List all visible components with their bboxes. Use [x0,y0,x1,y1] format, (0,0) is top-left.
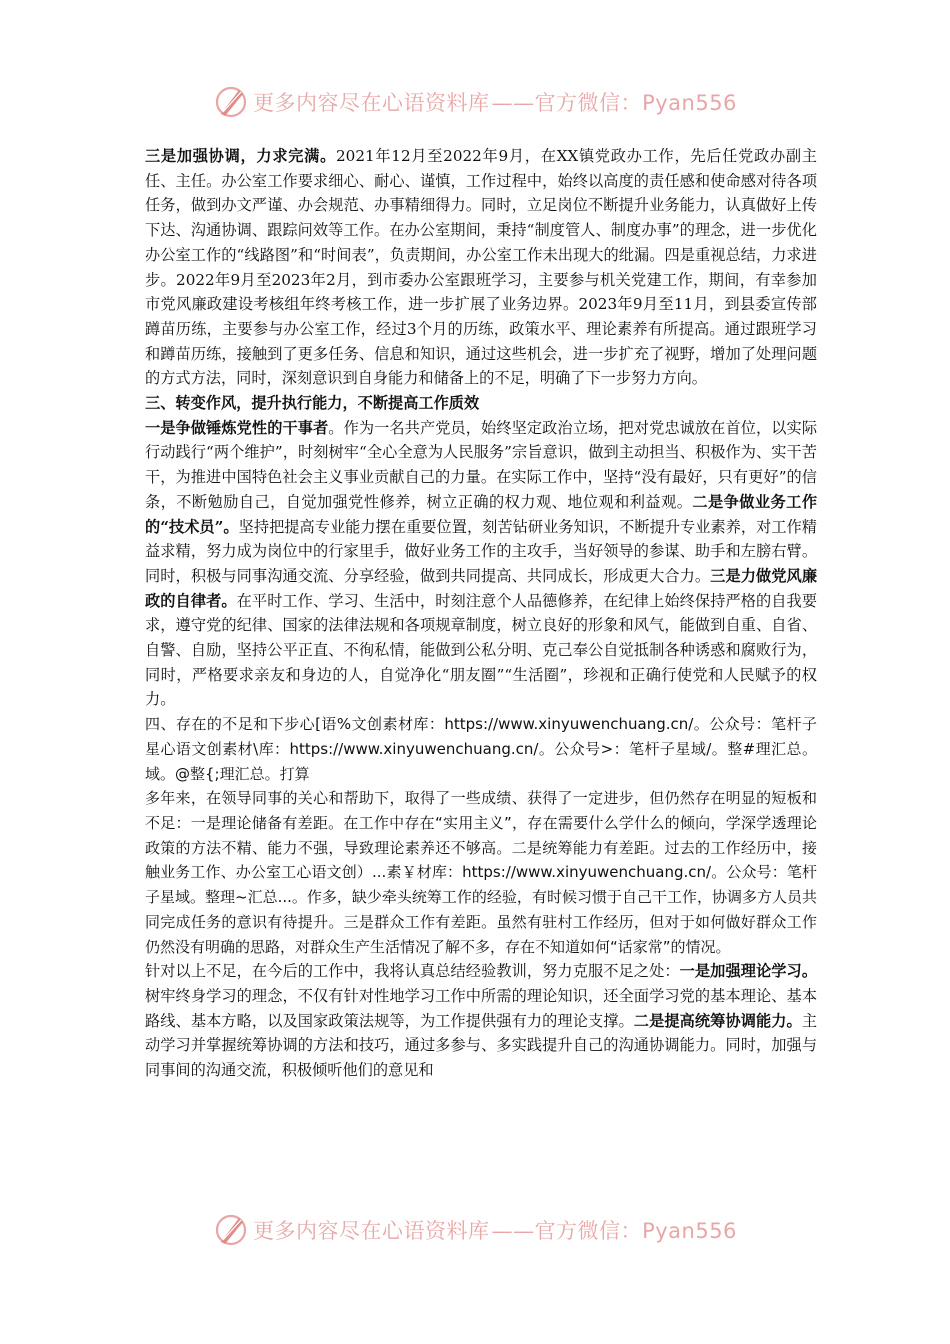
watermark-header [0,82,950,122]
watermark-id: Pyan556 [642,91,737,115]
watermark-text [253,87,737,117]
paragraph-lead-bold: 三是加强协调，力求完满。 [145,147,336,165]
paragraph-improvements [145,959,817,1083]
watermark-separator: —— [491,91,535,115]
paragraph-text: 2021年12月至2022年9月，在XX镇党政办工作，先后任党政办副主任、主任。办公室工作要求细心、耐心、谨慎，工作过程中，始终以高度的责任感和使命感对待各项任务，做到办文严谨、办会规范、办事精细得力。同时，立足岗位不断提升业务能力，认真做好上传下达、沟通协调、跟踪问效等工作。在办公室期间，秉持“制度管人、制度办事”的理念，进一步优化办公室工作的“线路图”和“时间表”，负责期间，办公室工作未出现大的纰漏。四是重视总结，力求进步。2022年9月至2023年2月，到市委办公室跟班学习，主要参与机关党建工作，期间，有幸参加市党风廉政建设考核组年终考核工作，进一步扩展了业务边界。2023年9月至11月，到县委宣传部蹲苗历练，主要参与办公室工作，经过3个月的历练，政策水平、理论素养有所提高。通过跟班学习和蹲苗历练，接触到了更多任务、信息和知识，通过这些机会，进一步扩充了视野，增加了处理问题的方式方法，同时，深刻意识到自身能力和储备上的不足，明确了下一步努力方向。 [145,147,817,388]
point-3-text: 在平时工作、学习、生活中，时刻注意个人品德修养，在纪律上始终保持严格的自我要求，遵守党的纪律、国家的法律法规和各项规章制度，树立良好的形象和风气，能做到自重、自省、自警、自励，坚持公平正直、不徇私情，能做到公私分明、克己奉公自觉抵制各种诱惑和腐败行为，同时，严格要求亲友和身边的人，自觉净化“朋友圈”“生活圈”，珍视和正确行使党和人民赋予的权力。 [145,591,818,709]
watermark-id: Pyan556 [642,1219,737,1243]
improve-2-text: 主动学习并掌握统筹协调的方法和技巧，通过多参与、多实践提升自己的沟通协调能力。同时，加强与同事间的沟通交流，积极倾听他们的意见和 [145,1011,818,1080]
point-1-bold: 一是争做锤炼党性的干事者 [145,418,329,437]
point-2-bold: 二是争做业务工作的“技术员”。 [145,492,818,536]
watermark-label: 官方微信： [534,91,643,115]
paragraph-style-change [145,416,817,712]
improve-intro: 针对以上不足，在今后的工作中，我将认真总结经验教训，努力克服不足之处： [145,962,680,981]
point-2-text: 坚持把提高专业能力摆在重要位置，刻苦钻研业务知识，不断提升专业素养，对工作精益求精，努力成为岗位中的行家里手，做好业务工作的主攻手，当好领导的参谋、助手和左膀右臂。同时，积极与同事沟通交流、分享经验，做到共同提高、共同成长，形成更大合力。 [145,517,817,585]
watermark-footer [0,1210,950,1250]
watermark-label: 官方微信： [534,1219,643,1243]
paragraph-shortcomings: 多年来，在领导同事的关心和帮助下，取得了一些成绩、获得了一定进步，但仍然存在明显的短板和不足：一是理论储备有差距。在工作中存在“实用主义”，存在需要什么学什么的倾向，学深学透理论政策的方法不精、能力不强，导致理论素养还不够高。二是统筹能力有差距。过去的工作经历中，接触业务工作、办公室工心语文创）...素￥材库：https://www.xinyuwenchuang.cn/。公众号：笔杆子星域。整理~汇总...。作多，缺少牵头统筹工作的经验，有时候习惯于自己干工作，协调多方人员共同完成任务的意识有待提升。三是群众工作有差距。虽然有驻村工作经历，但对于如何做好群众工作仍然没有明确的思路，对群众生产生活情况了解不多，存在不知道如何“话家常”的情况。 [145,789,817,956]
paragraph-coordination [145,144,817,391]
point-3-bold: 三是力做党风廉政的自律者。 [145,566,818,610]
quill-logo-icon [213,1212,249,1248]
document-body [145,144,817,1083]
improve-1-bold: 一是加强理论学习。 [679,962,818,981]
improve-2-bold: 二是提高统筹协调能力。 [633,1011,802,1030]
watermark-site: 更多内容尽在心语资料库 [253,1219,490,1243]
improve-1-text: 树牢终身学习的理念，不仅有针对性地学习工作中所需的理论知识，还全面学习党的基本理论、基本路线、基本方略，以及国家政策法规等，为工作提供强有力的理论支撑。 [145,986,817,1030]
quill-logo-icon [213,84,249,120]
watermark-site: 更多内容尽在心语资料库 [253,91,490,115]
point-1-text: 。作为一名共产党员，始终坚定政治立场，把对党忠诚放在首位，以实际行动践行“两个维护”，时刻树牢“全心全意为人民服务”宗旨意识，做到主动担当、积极作为、实干苦干，为推进中国特色社会主义事业贡献自己的力量。在实际工作中，坚持“没有最好，只有更好”的信条，不断勉励自己，自觉加强党性修养，树立正确的权力观、地位观和利益观。 [145,418,818,511]
section-heading-3: 三、转变作风，提升执行能力，不断提高工作质效 [145,394,480,413]
section-heading-4: 四、存在的不足和下步心[语%文创素材库：https://www.xinyuwenchuang.cn/。公众号：笔杆子星心语文创素材\库：https://www.xinyuwenchuang.cn/。公众号>：笔杆子星域/。整#理汇总。域。@整{;理汇总。打算 [145,715,817,783]
watermark-separator: —— [491,1219,535,1243]
watermark-text [253,1215,737,1245]
